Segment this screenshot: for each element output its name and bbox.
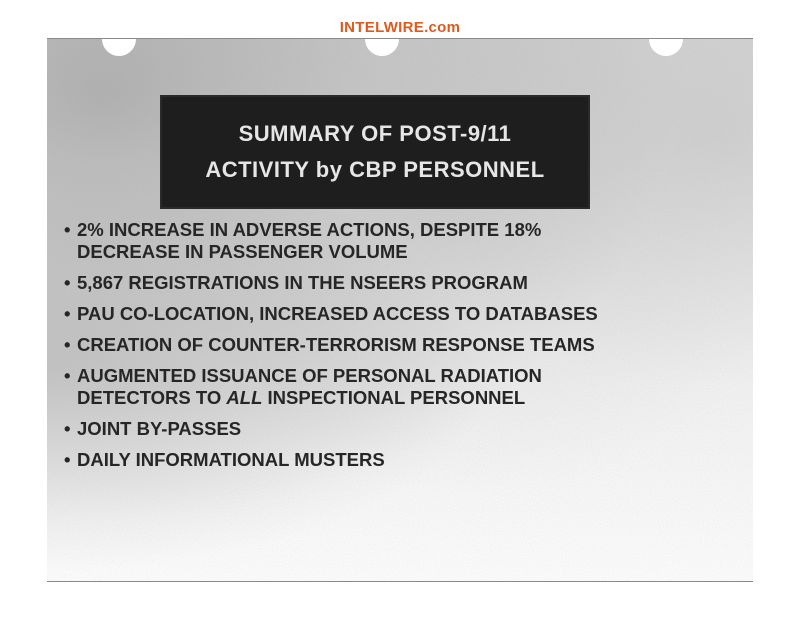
bullet-text: 5,867 REGISTRATIONS IN THE NSEERS PROGRAM [77, 272, 528, 293]
bullet-text-pre: DETECTORS TO [77, 387, 227, 408]
bullet-item [61, 272, 741, 294]
bullet-text-continued [77, 387, 741, 409]
bullet-item [61, 418, 741, 440]
bullet-text: AUGMENTED ISSUANCE OF PERSONAL RADIATION [77, 365, 542, 386]
slide-title-box [162, 97, 588, 207]
bullet-text-continued: DECREASE IN PASSENGER VOLUME [77, 241, 408, 262]
bullet-item [61, 449, 741, 471]
bullet-text-post: INSPECTIONAL PERSONNEL [262, 387, 526, 408]
bullet-item [61, 303, 741, 325]
bullet-glyph: • [64, 219, 71, 240]
slide-title-line-2: ACTIVITY by CBP PERSONNEL [205, 157, 545, 182]
bullet-item [61, 334, 741, 356]
bullet-glyph: • [64, 334, 71, 355]
bullet-glyph: • [64, 272, 71, 293]
intelwire-watermark: INTELWIRE.com [339, 19, 461, 36]
bullet-text: JOINT BY-PASSES [77, 418, 242, 439]
slide-title-line-1: SUMMARY OF POST-9/11 [238, 121, 512, 146]
slide [47, 38, 753, 582]
bullet-glyph: • [64, 365, 71, 386]
bullet-text: 2% INCREASE IN ADVERSE ACTIONS, DESPITE 18% [77, 219, 542, 240]
bullet-item [61, 219, 741, 263]
bullet-glyph: • [64, 418, 71, 439]
bullet-text: DAILY INFORMATIONAL MUSTERS [77, 449, 385, 470]
bullet-glyph: • [64, 303, 71, 324]
bullet-text-emphasis: ALL [226, 387, 263, 408]
bullet-text: CREATION OF COUNTER-TERRORISM RESPONSE TEAMS [77, 334, 595, 355]
bullet-item [61, 365, 741, 409]
bullet-list [61, 219, 741, 480]
bullet-glyph: • [64, 449, 71, 470]
bullet-text: PAU CO-LOCATION, INCREASED ACCESS TO DATABASES [77, 303, 598, 324]
